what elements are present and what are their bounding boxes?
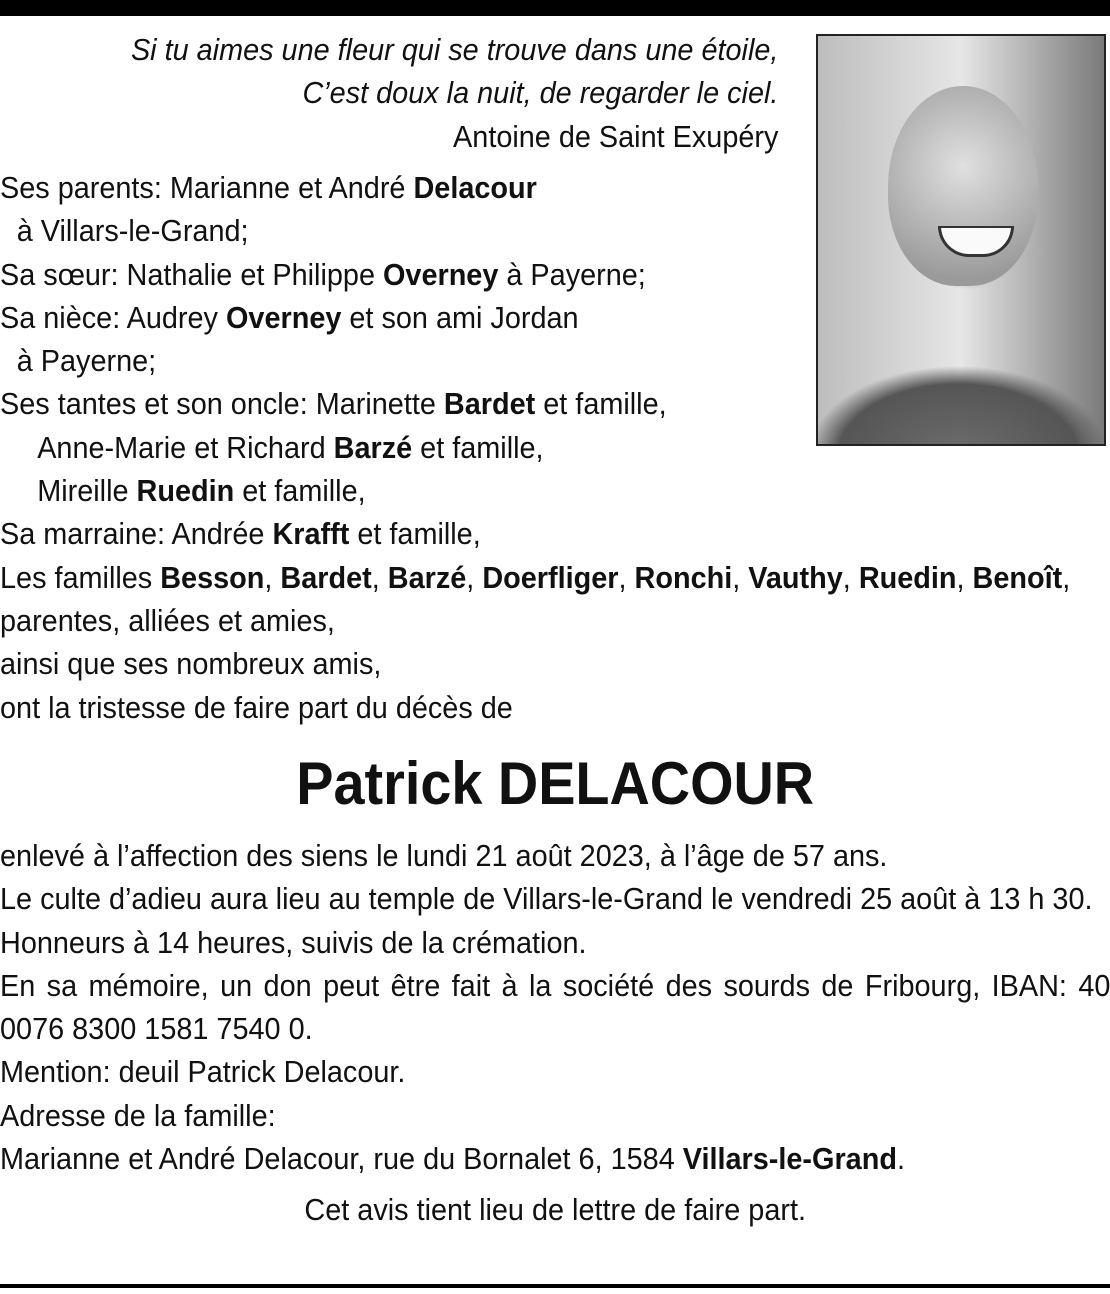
- surname: Bardet: [280, 559, 372, 595]
- text-line: [0, 921, 1110, 964]
- text-line: [0, 426, 1070, 469]
- surname: Doerfliger: [482, 559, 619, 595]
- text-line: [0, 382, 1070, 425]
- surname: Bardet: [443, 386, 536, 422]
- text: Les familles: [0, 559, 161, 595]
- text: ,: [732, 559, 749, 595]
- text-line: [0, 1137, 1110, 1180]
- text-line: [0, 642, 1070, 685]
- text: ,: [956, 559, 973, 595]
- text: Sa nièce: Audrey: [0, 299, 226, 335]
- text: En sa mémoire, un don peut être fait à la société des sourds de Fribourg, IBAN: 40 0076 8300 1581 7540 0.: [0, 967, 1110, 1047]
- funeral-details: [0, 834, 1110, 1232]
- surname: Overney: [382, 256, 499, 292]
- surname: Ronchi: [634, 559, 733, 595]
- text-line: [0, 339, 1070, 382]
- text-line: [0, 1094, 1110, 1137]
- text-line: [0, 834, 1110, 877]
- quote-author: Antoine de Saint Exupéry: [453, 118, 779, 154]
- text: ainsi que ses nombreux amis,: [0, 646, 382, 682]
- text: Adresse de la famille:: [0, 1097, 276, 1133]
- closing-note: Cet avis tient lieu de lettre de faire part.: [304, 1192, 807, 1228]
- text-line: [0, 209, 1070, 252]
- text: Honneurs à 14 heures, suivis de la crémation.: [0, 924, 587, 960]
- surname: Ruedin: [136, 473, 235, 509]
- text-line: [0, 599, 1070, 642]
- surname: Benoît: [972, 559, 1063, 595]
- text: ,: [618, 559, 635, 595]
- text: ,: [1062, 559, 1071, 595]
- text-line: [0, 469, 1070, 512]
- text: ont la tristesse de faire part du décès de: [0, 689, 513, 725]
- text: et son ami Jordan: [341, 299, 579, 335]
- surname: Besson: [160, 559, 265, 595]
- text-line: [0, 686, 1070, 729]
- surname: Villars-le-Grand: [682, 1141, 897, 1177]
- text: Ses parents: Marianne et André: [0, 170, 414, 205]
- epigraph: [0, 28, 778, 158]
- top-rule: [0, 0, 1110, 16]
- deceased-name: Patrick DELACOUR: [296, 750, 815, 817]
- text: Le culte d’adieu aura lieu au temple de Villars-le-Grand le vendredi 25 août à 13 h 30.: [0, 881, 1093, 917]
- text-line: [0, 964, 1110, 1051]
- surname: Vauthy: [748, 559, 843, 595]
- text: Anne-Marie et Richard: [37, 429, 334, 465]
- text: Mireille: [37, 473, 137, 509]
- text: à Payerne;: [16, 343, 157, 379]
- text: ,: [466, 559, 483, 595]
- text-line: [0, 556, 1070, 599]
- text: Sa marraine: Andrée: [0, 516, 273, 552]
- text-line: [0, 166, 1070, 209]
- text: parentes, alliées et amies,: [0, 602, 335, 638]
- text: et famille,: [234, 473, 366, 509]
- bottom-rule: [0, 1284, 1110, 1288]
- text: Marianne et André Delacour, rue du Bornalet 6, 1584: [0, 1141, 683, 1177]
- text: Ses tantes et son oncle: Marinette: [0, 386, 444, 422]
- surname: Delacour: [413, 170, 537, 205]
- text: et famille,: [412, 429, 544, 465]
- surname: Krafft: [272, 516, 350, 552]
- text: ,: [842, 559, 859, 595]
- text: ,: [371, 559, 388, 595]
- surname: Barzé: [333, 429, 413, 465]
- quote-line: Si tu aimes une fleur qui se trouve dans une étoile,: [130, 32, 779, 67]
- text-line: [0, 296, 1070, 339]
- surname: Ruedin: [858, 559, 957, 595]
- quote-line: C’est doux la nuit, de regarder le ciel.: [302, 75, 779, 111]
- text: à Payerne;: [498, 256, 646, 292]
- text: .: [896, 1141, 905, 1177]
- family-list: [0, 166, 1070, 729]
- text: à Villars-le-Grand;: [16, 213, 249, 249]
- text: et famille,: [349, 516, 481, 552]
- text-line: [0, 1050, 1110, 1093]
- text-line: [0, 512, 1070, 555]
- text: ,: [264, 559, 281, 595]
- text-line: [0, 877, 1110, 920]
- surname: Overney: [225, 299, 342, 335]
- text: Sa sœur: Nathalie et Philippe: [0, 256, 383, 292]
- text-line: [0, 253, 1070, 296]
- text: Mention: deuil Patrick Delacour.: [0, 1054, 406, 1090]
- surname: Barzé: [387, 559, 467, 595]
- text: enlevé à l’affection des siens le lundi 21 août 2023, à l’âge de 57 ans.: [0, 838, 888, 873]
- text: et famille,: [535, 386, 667, 422]
